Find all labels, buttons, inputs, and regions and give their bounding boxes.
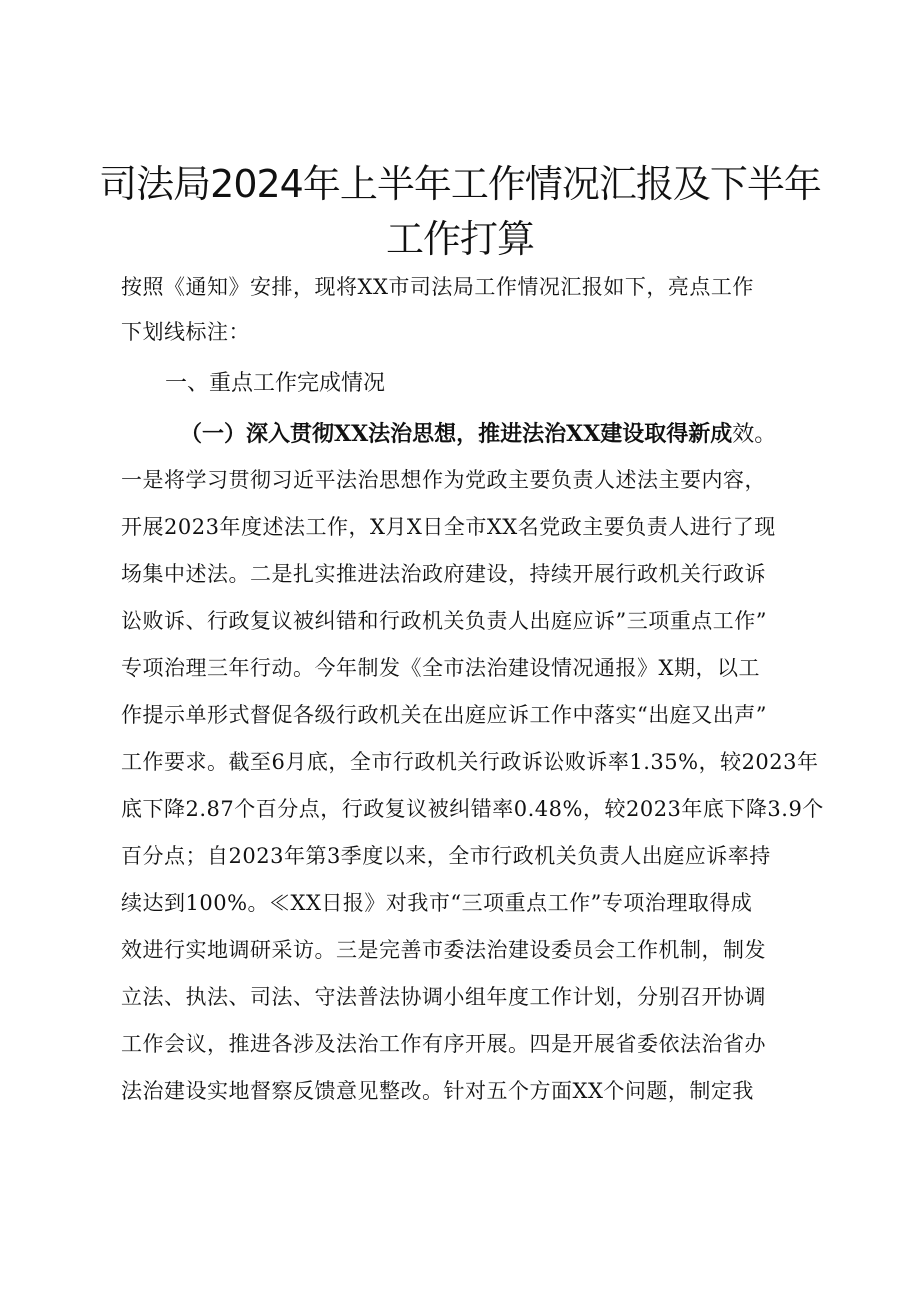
- body-line-8: 底下降2.87个百分点，行政复议被纠错率0.48%，较2023年底下降3.9个: [121, 797, 824, 821]
- body-line-13: 工作会议，推进各涉及法治工作有序开展。四是开展省委依法治省办: [121, 1032, 766, 1056]
- body-line-2: 开展2023年度述法工作，X月X日全市XX名党政主要负责人进行了现: [121, 515, 776, 539]
- document-title-line-2: 工作打算: [385, 217, 534, 261]
- intro-line-2: 下划线标注：: [121, 320, 250, 344]
- subsection-heading-tail: 效。: [732, 422, 777, 447]
- body-line-10: 续达到100%。≪XX日报》对我市“三项重点工作”专项治理取得成: [121, 891, 753, 915]
- body-line-6: 作提示单形式督促各级行政机关在出庭应诉工作中落实“出庭又出声”: [121, 703, 767, 727]
- intro-line-1: 按照《通知》安排，现将XX市司法局工作情况汇报如下，亮点工作: [121, 275, 754, 299]
- body-line-3: 场集中述法。二是扎实推进法治政府建设，持续开展行政机关行政诉: [121, 562, 766, 586]
- subsection-heading-bold: （一）深入贯彻XX法治思想，推进法治XX建设取得新成: [180, 421, 733, 447]
- body-line-7: 工作要求。截至6月底，全市行政机关行政诉讼败诉率1.35%，较2023年: [121, 750, 819, 774]
- body-line-9: 百分点；自2023年第3季度以来，全市行政机关负责人出庭应诉率持: [121, 844, 771, 868]
- document-title-line-1: 司法局2024年上半年工作情况汇报及下半年: [99, 162, 821, 206]
- body-line-11: 效进行实地调研采访。三是完善市委法治建设委员会工作机制，制发: [121, 938, 766, 962]
- body-line-14: 法治建设实地督察反馈意见整改。针对五个方面XX个问题，制定我: [121, 1079, 754, 1103]
- body-line-5: 专项治理三年行动。今年制发《全市法治建设情况通报》X期，以工: [121, 656, 760, 680]
- body-line-1: 一是将学习贯彻习近平法治思想作为党政主要负责人述法主要内容，: [121, 468, 766, 492]
- body-line-4: 讼败诉、行政复议被纠错和行政机关负责人出庭应诉”三项重点工作”: [121, 609, 767, 633]
- section-heading: 一、重点工作完成情况: [165, 371, 386, 396]
- subsection-heading: [180, 417, 776, 452]
- body-line-12: 立法、执法、司法、守法普法协调小组年度工作计划，分别召开协调: [121, 985, 766, 1009]
